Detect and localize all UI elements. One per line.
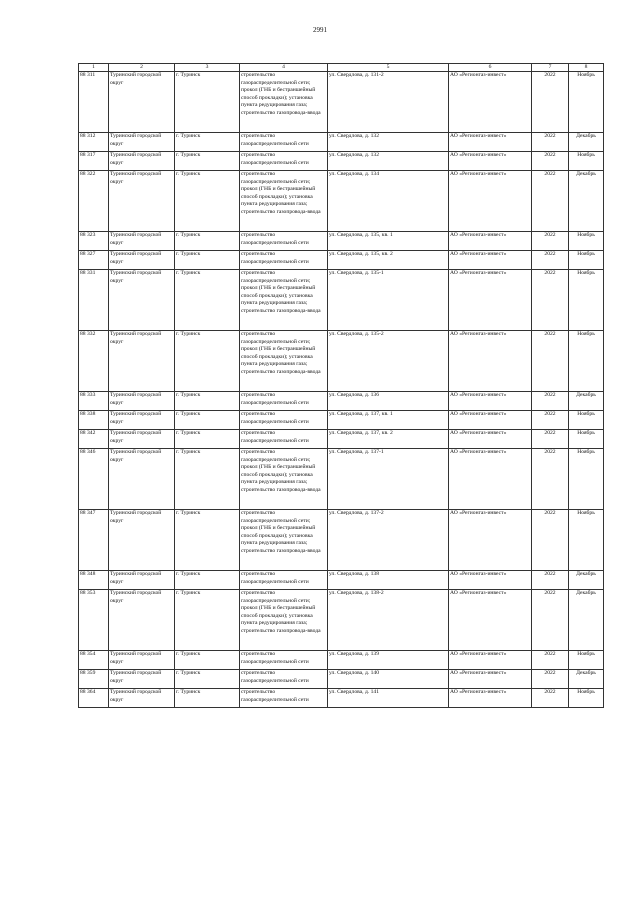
row-number: 88 348 bbox=[79, 571, 109, 590]
city-cell: г. Туринск bbox=[175, 171, 240, 232]
work-description-cell: строительство газораспределительной сети bbox=[240, 152, 328, 171]
work-description-cell: строительство газораспределительной сети bbox=[240, 232, 328, 251]
header-cell: 5 bbox=[328, 64, 449, 72]
register-table bbox=[78, 63, 604, 708]
organization-cell: АО «Регионгаз-инвест» bbox=[449, 651, 532, 670]
address-cell: ул. Свердлова, д. 137, кв. 1 bbox=[328, 411, 449, 430]
month-cell: Ноябрь bbox=[569, 270, 604, 331]
year-cell: 2022 bbox=[532, 270, 569, 331]
address-cell: ул. Свердлова, д. 138 bbox=[328, 571, 449, 590]
organization-cell: АО «Регионгаз-инвест» bbox=[449, 251, 532, 270]
table-row bbox=[79, 590, 604, 651]
city-cell: г. Туринск bbox=[175, 251, 240, 270]
year-cell: 2022 bbox=[532, 430, 569, 449]
work-description-cell: строительство газораспределительной сети; прокол (ГНБ и бестраншейный способ прокладки); установка пункта редуцирования газа; строительство газопровода-ввода bbox=[240, 331, 328, 392]
year-cell: 2022 bbox=[532, 72, 569, 133]
month-cell: Декабрь bbox=[569, 133, 604, 152]
table-row bbox=[79, 430, 604, 449]
city-cell: г. Туринск bbox=[175, 571, 240, 590]
work-description-cell: строительство газораспределительной сети; прокол (ГНБ и бестраншейный способ прокладки); установка пункта редуцирования газа; строительство газопровода-ввода bbox=[240, 590, 328, 651]
work-description-cell: строительство газораспределительной сети bbox=[240, 670, 328, 689]
organization-cell: АО «Регионгаз-инвест» bbox=[449, 449, 532, 510]
city-cell: г. Туринск bbox=[175, 72, 240, 133]
month-cell: Декабрь bbox=[569, 571, 604, 590]
page-number: 2991 bbox=[313, 26, 327, 34]
district-cell: Туринский городской округ bbox=[109, 171, 175, 232]
row-number: 88 353 bbox=[79, 590, 109, 651]
district-cell: Туринский городской округ bbox=[109, 270, 175, 331]
month-cell: Ноябрь bbox=[569, 251, 604, 270]
row-number: 88 333 bbox=[79, 392, 109, 411]
table-row bbox=[79, 670, 604, 689]
year-cell: 2022 bbox=[532, 510, 569, 571]
work-description-cell: строительство газораспределительной сети; прокол (ГНБ и бестраншейный способ прокладки); установка пункта редуцирования газа; строительство газопровода-ввода bbox=[240, 72, 328, 133]
work-description-cell: строительство газораспределительной сети bbox=[240, 651, 328, 670]
year-cell: 2022 bbox=[532, 331, 569, 392]
address-cell: ул. Свердлова, д. 137-2 bbox=[328, 510, 449, 571]
header-cell: 7 bbox=[532, 64, 569, 72]
city-cell: г. Туринск bbox=[175, 449, 240, 510]
city-cell: г. Туринск bbox=[175, 590, 240, 651]
year-cell: 2022 bbox=[532, 651, 569, 670]
row-number: 88 331 bbox=[79, 270, 109, 331]
year-cell: 2022 bbox=[532, 171, 569, 232]
district-cell: Туринский городской округ bbox=[109, 251, 175, 270]
city-cell: г. Туринск bbox=[175, 411, 240, 430]
month-cell: Ноябрь bbox=[569, 331, 604, 392]
address-cell: ул. Свердлова, д. 132 bbox=[328, 133, 449, 152]
city-cell: г. Туринск bbox=[175, 232, 240, 251]
table-row bbox=[79, 270, 604, 331]
table-row bbox=[79, 392, 604, 411]
year-cell: 2022 bbox=[532, 251, 569, 270]
district-cell: Туринский городской округ bbox=[109, 133, 175, 152]
row-number: 88 323 bbox=[79, 232, 109, 251]
row-number: 88 327 bbox=[79, 251, 109, 270]
year-cell: 2022 bbox=[532, 449, 569, 510]
row-number: 88 359 bbox=[79, 670, 109, 689]
row-number: 88 312 bbox=[79, 133, 109, 152]
month-cell: Ноябрь bbox=[569, 152, 604, 171]
table-row bbox=[79, 689, 604, 708]
organization-cell: АО «Регионгаз-инвест» bbox=[449, 670, 532, 689]
row-number: 88 322 bbox=[79, 171, 109, 232]
organization-cell: АО «Регионгаз-инвест» bbox=[449, 590, 532, 651]
row-number: 88 317 bbox=[79, 152, 109, 171]
city-cell: г. Туринск bbox=[175, 152, 240, 171]
address-cell: ул. Свердлова, д. 135, кв. 1 bbox=[328, 232, 449, 251]
work-description-cell: строительство газораспределительной сети bbox=[240, 133, 328, 152]
address-cell: ул. Свердлова, д. 135-1 bbox=[328, 270, 449, 331]
address-cell: ул. Свердлова, д. 135, кв. 2 bbox=[328, 251, 449, 270]
city-cell: г. Туринск bbox=[175, 510, 240, 571]
row-number: 88 332 bbox=[79, 331, 109, 392]
year-cell: 2022 bbox=[532, 689, 569, 708]
row-number: 88 354 bbox=[79, 651, 109, 670]
row-number: 88 347 bbox=[79, 510, 109, 571]
organization-cell: АО «Регионгаз-инвест» bbox=[449, 571, 532, 590]
month-cell: Ноябрь bbox=[569, 689, 604, 708]
organization-cell: АО «Регионгаз-инвест» bbox=[449, 232, 532, 251]
year-cell: 2022 bbox=[532, 670, 569, 689]
city-cell: г. Туринск bbox=[175, 670, 240, 689]
address-cell: ул. Свердлова, д. 135-2 bbox=[328, 331, 449, 392]
header-cell: 4 bbox=[240, 64, 328, 72]
month-cell: Ноябрь bbox=[569, 411, 604, 430]
table-row bbox=[79, 232, 604, 251]
organization-cell: АО «Регионгаз-инвест» bbox=[449, 72, 532, 133]
year-cell: 2022 bbox=[532, 571, 569, 590]
month-cell: Ноябрь bbox=[569, 430, 604, 449]
organization-cell: АО «Регионгаз-инвест» bbox=[449, 411, 532, 430]
city-cell: г. Туринск bbox=[175, 651, 240, 670]
table-row bbox=[79, 651, 604, 670]
district-cell: Туринский городской округ bbox=[109, 689, 175, 708]
month-cell: Ноябрь bbox=[569, 232, 604, 251]
city-cell: г. Туринск bbox=[175, 331, 240, 392]
row-number: 88 364 bbox=[79, 689, 109, 708]
table-row bbox=[79, 171, 604, 232]
table-row bbox=[79, 331, 604, 392]
district-cell: Туринский городской округ bbox=[109, 670, 175, 689]
address-cell: ул. Свердлова, д. 138-2 bbox=[328, 590, 449, 651]
city-cell: г. Туринск bbox=[175, 392, 240, 411]
month-cell: Декабрь bbox=[569, 392, 604, 411]
table-row bbox=[79, 72, 604, 133]
table-row bbox=[79, 133, 604, 152]
organization-cell: АО «Регионгаз-инвест» bbox=[449, 171, 532, 232]
year-cell: 2022 bbox=[532, 392, 569, 411]
address-cell: ул. Свердлова, д. 134 bbox=[328, 171, 449, 232]
district-cell: Туринский городской округ bbox=[109, 331, 175, 392]
work-description-cell: строительство газораспределительной сети bbox=[240, 411, 328, 430]
table-row bbox=[79, 449, 604, 510]
row-number: 88 346 bbox=[79, 449, 109, 510]
work-description-cell: строительство газораспределительной сети; прокол (ГНБ и бестраншейный способ прокладки); установка пункта редуцирования газа; строительство газопровода-ввода bbox=[240, 270, 328, 331]
work-description-cell: строительство газораспределительной сети bbox=[240, 571, 328, 590]
organization-cell: АО «Регионгаз-инвест» bbox=[449, 270, 532, 331]
table-body bbox=[79, 72, 604, 708]
organization-cell: АО «Регионгаз-инвест» bbox=[449, 430, 532, 449]
month-cell: Ноябрь bbox=[569, 651, 604, 670]
address-cell: ул. Свердлова, д. 140 bbox=[328, 670, 449, 689]
header-cell: 8 bbox=[569, 64, 604, 72]
header-row bbox=[79, 64, 604, 72]
organization-cell: АО «Регионгаз-инвест» bbox=[449, 152, 532, 171]
header-cell: 1 bbox=[79, 64, 109, 72]
address-cell: ул. Свердлова, д. 131-2 bbox=[328, 72, 449, 133]
address-cell: ул. Свердлова, д. 137, кв. 2 bbox=[328, 430, 449, 449]
district-cell: Туринский городской округ bbox=[109, 449, 175, 510]
work-description-cell: строительство газораспределительной сети; прокол (ГНБ и бестраншейный способ прокладки); установка пункта редуцирования газа; строительство газопровода-ввода bbox=[240, 510, 328, 571]
city-cell: г. Туринск bbox=[175, 430, 240, 449]
table-row bbox=[79, 411, 604, 430]
district-cell: Туринский городской округ bbox=[109, 430, 175, 449]
month-cell: Ноябрь bbox=[569, 449, 604, 510]
address-cell: ул. Свердлова, д. 137-1 bbox=[328, 449, 449, 510]
table-row bbox=[79, 251, 604, 270]
district-cell: Туринский городской округ bbox=[109, 152, 175, 171]
city-cell: г. Туринск bbox=[175, 270, 240, 331]
district-cell: Туринский городской округ bbox=[109, 651, 175, 670]
address-cell: ул. Свердлова, д. 136 bbox=[328, 392, 449, 411]
organization-cell: АО «Регионгаз-инвест» bbox=[449, 133, 532, 152]
district-cell: Туринский городской округ bbox=[109, 510, 175, 571]
header-cell: 6 bbox=[449, 64, 532, 72]
header-cell: 2 bbox=[109, 64, 175, 72]
year-cell: 2022 bbox=[532, 133, 569, 152]
work-description-cell: строительство газораспределительной сети bbox=[240, 392, 328, 411]
row-number: 88 342 bbox=[79, 430, 109, 449]
work-description-cell: строительство газораспределительной сети bbox=[240, 430, 328, 449]
organization-cell: АО «Регионгаз-инвест» bbox=[449, 392, 532, 411]
month-cell: Декабрь bbox=[569, 670, 604, 689]
address-cell: ул. Свердлова, д. 139 bbox=[328, 651, 449, 670]
row-number: 88 311 bbox=[79, 72, 109, 133]
district-cell: Туринский городской округ bbox=[109, 411, 175, 430]
district-cell: Туринский городской округ bbox=[109, 392, 175, 411]
work-description-cell: строительство газораспределительной сети; прокол (ГНБ и бестраншейный способ прокладки); установка пункта редуцирования газа; строительство газопровода-ввода bbox=[240, 171, 328, 232]
month-cell: Декабрь bbox=[569, 171, 604, 232]
month-cell: Декабрь bbox=[569, 590, 604, 651]
table-row bbox=[79, 152, 604, 171]
organization-cell: АО «Регионгаз-инвест» bbox=[449, 689, 532, 708]
address-cell: ул. Свердлова, д. 132 bbox=[328, 152, 449, 171]
district-cell: Туринский городской округ bbox=[109, 571, 175, 590]
month-cell: Ноябрь bbox=[569, 510, 604, 571]
header-cell: 3 bbox=[175, 64, 240, 72]
row-number: 88 338 bbox=[79, 411, 109, 430]
work-description-cell: строительство газораспределительной сети bbox=[240, 689, 328, 708]
district-cell: Туринский городской округ bbox=[109, 72, 175, 133]
city-cell: г. Туринск bbox=[175, 133, 240, 152]
year-cell: 2022 bbox=[532, 152, 569, 171]
year-cell: 2022 bbox=[532, 590, 569, 651]
table-row bbox=[79, 571, 604, 590]
year-cell: 2022 bbox=[532, 411, 569, 430]
organization-cell: АО «Регионгаз-инвест» bbox=[449, 331, 532, 392]
work-description-cell: строительство газораспределительной сети bbox=[240, 251, 328, 270]
organization-cell: АО «Регионгаз-инвест» bbox=[449, 510, 532, 571]
work-description-cell: строительство газораспределительной сети; прокол (ГНБ и бестраншейный способ прокладки); установка пункта редуцирования газа; строительство газопровода-ввода bbox=[240, 449, 328, 510]
month-cell: Ноябрь bbox=[569, 72, 604, 133]
table-row bbox=[79, 510, 604, 571]
year-cell: 2022 bbox=[532, 232, 569, 251]
address-cell: ул. Свердлова, д. 141 bbox=[328, 689, 449, 708]
district-cell: Туринский городской округ bbox=[109, 232, 175, 251]
district-cell: Туринский городской округ bbox=[109, 590, 175, 651]
city-cell: г. Туринск bbox=[175, 689, 240, 708]
